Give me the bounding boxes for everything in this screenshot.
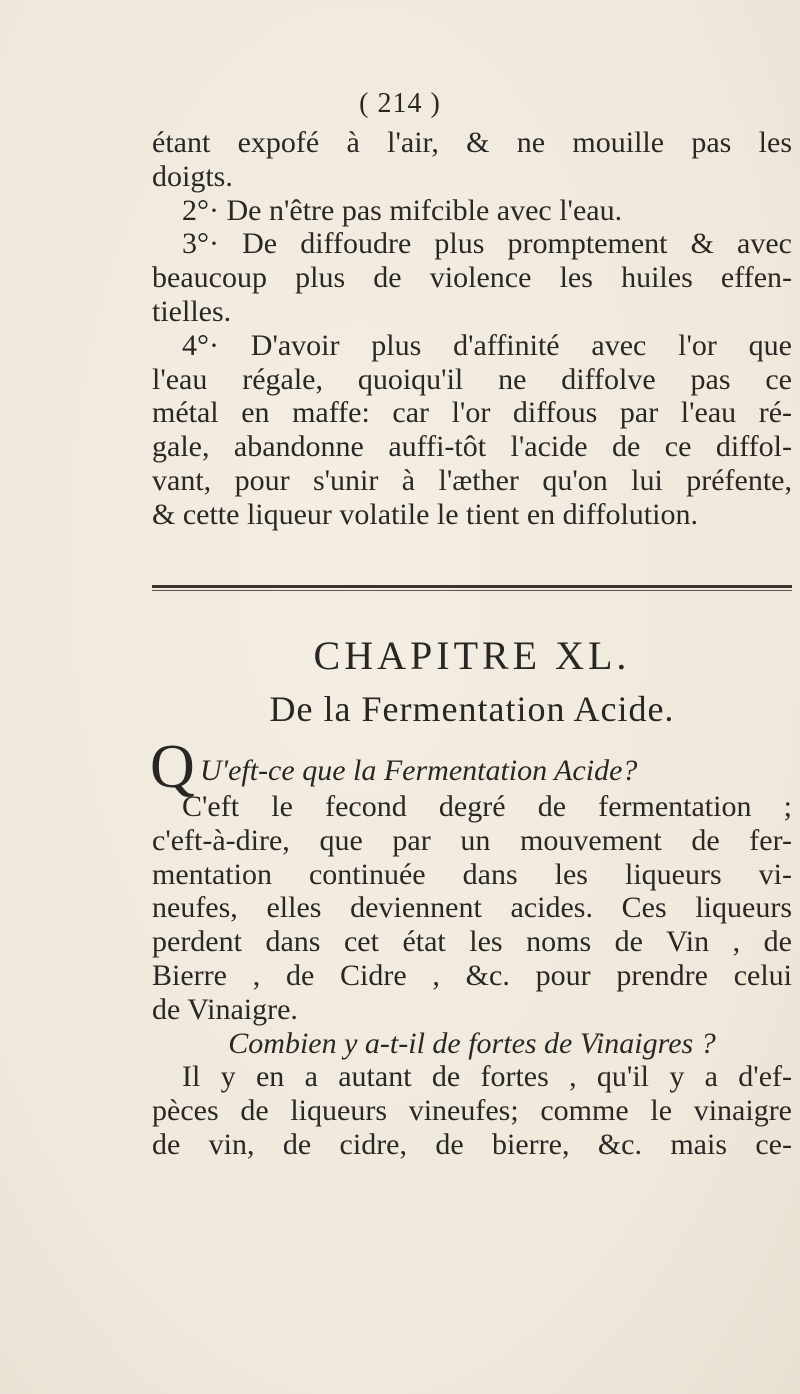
chapter-divider bbox=[152, 585, 792, 593]
text-line: tielles. bbox=[152, 294, 232, 328]
text-line: 3°· De diffoudre plus promptement & avec bbox=[182, 227, 792, 261]
text-line: métal en maffe: car l'or diffous par l'eau ré- bbox=[152, 396, 792, 430]
text-line: pèces de liqueurs vineufes; comme le vinaigre bbox=[152, 1094, 792, 1128]
text-line: neufes, elles deviennent acides. Ces liqueurs bbox=[152, 891, 792, 925]
text-line: vant, pour s'unir à l'æther qu'on lui préfente, bbox=[152, 463, 792, 497]
drop-cap: Q bbox=[150, 733, 195, 801]
text-line: de vin, de cidre, de bierre, &c. mais ce- bbox=[152, 1127, 792, 1161]
text-line: doigts. bbox=[152, 159, 233, 193]
text-line: C'eft le fecond degré de fermentation ; bbox=[182, 790, 792, 823]
divider-thick bbox=[152, 585, 792, 588]
text-line: gale, abandonne auffi-tôt l'acide de ce diffol- bbox=[152, 430, 792, 464]
text-line: perdent dans cet état les noms de Vin , de bbox=[152, 925, 792, 959]
text-line: étant expofé à l'air, & ne mouille pas les bbox=[152, 126, 792, 159]
text-line: Il y en a autant de fortes , qu'il y a d'ef- bbox=[182, 1060, 792, 1094]
text-line: c'eft-à-dire, que par un mouvement de fer- bbox=[152, 823, 792, 857]
text-line: 4°· D'avoir plus d'affinité avec l'or que bbox=[182, 328, 792, 362]
question-heading: U'eft-ce que la Fermentation Acide? bbox=[200, 754, 638, 787]
text-line: de Vinaigre. bbox=[152, 992, 298, 1026]
chapter-title: CHAPITRE XL. bbox=[313, 633, 631, 678]
text-line: & cette liqueur volatile le tient en diffolution. bbox=[152, 497, 698, 531]
paragraph-continued bbox=[152, 126, 792, 532]
answer-paragraph bbox=[152, 790, 792, 1162]
text-line: Bierre , de Cidre , &c. pour prendre celui bbox=[152, 958, 792, 992]
text-line: mentation continuée dans les liqueurs vi- bbox=[152, 857, 792, 891]
text-line: l'eau régale, quoiqu'il ne diffolve pas ce bbox=[152, 362, 792, 396]
question-heading: Combien y a-t-il de fortes de Vinaigres ? bbox=[228, 1026, 716, 1060]
text-line: beaucoup plus de violence les huiles effen- bbox=[152, 261, 792, 295]
chapter-subtitle: De la Fermentation Acide. bbox=[269, 689, 675, 729]
page-number: ( 214 ) bbox=[359, 88, 441, 119]
text-line: 2°· De n'être pas mifcible avec l'eau. bbox=[182, 193, 623, 227]
divider-thin bbox=[152, 590, 792, 591]
